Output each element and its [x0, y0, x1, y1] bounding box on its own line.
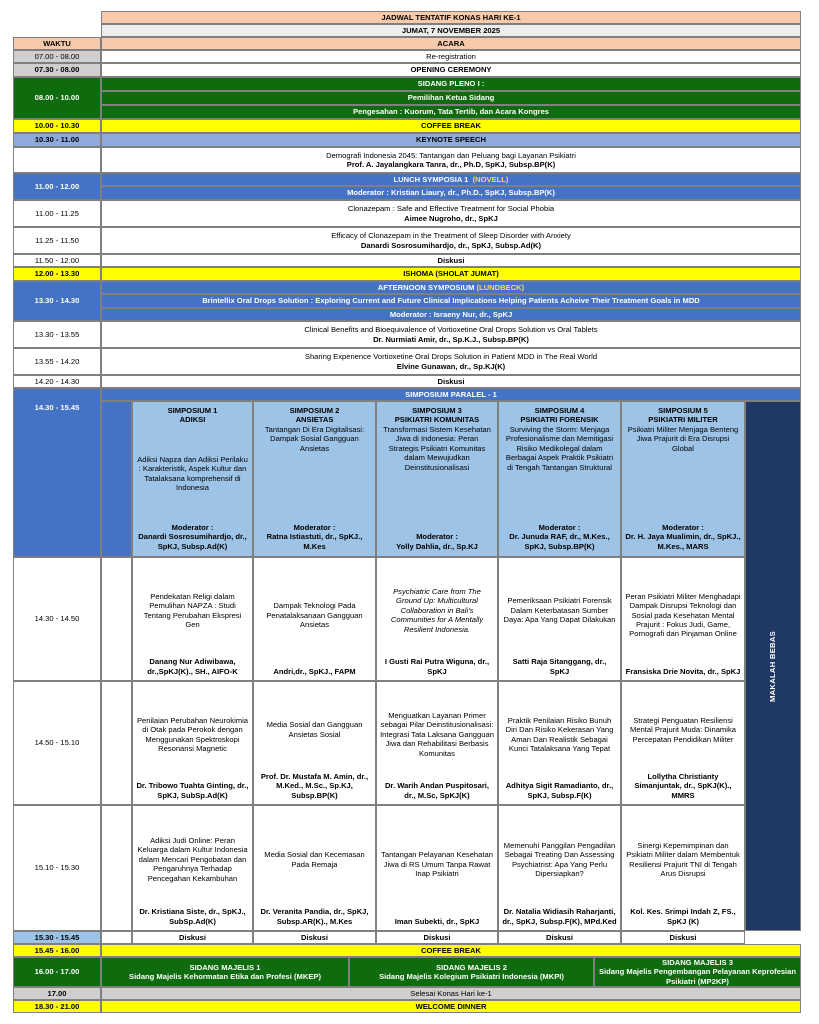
- keynote-talk-title: Demografi Indonesia 2045: Tantangan dan Peluang bagi Layanan Psikiatri: [326, 150, 576, 160]
- talk-speaker: Dr. Warih Andan Puspitosari, dr., M.Sc, SpKJ(K): [384, 781, 490, 800]
- event-pleno-item-1: Pemilihan Ketua Sidang: [101, 91, 801, 105]
- discussion-symposium-4: Diskusi: [498, 931, 621, 944]
- symposium-5-topic: Psikiatri Militer Menjaga Benteng Jiwa Prajurit di Era Disrupsi Global: [627, 424, 739, 453]
- talk-slot-1-symposium-5: [621, 557, 745, 681]
- event-ishoma: ISHOMA (SHOLAT JUMAT): [101, 267, 801, 281]
- symposium-1-moderator-label: Moderator :: [171, 522, 214, 532]
- symposium-1-name: ADIKSI: [179, 415, 206, 425]
- schedule-date: JUMAT, 7 NOVEMBER 2025: [101, 24, 801, 37]
- symposium-2-card: [253, 401, 376, 557]
- talk-title: Pendekatan Religi dalam Pemulihan NAPZA : Studi Tentang Perubahan Ekspresi Gen: [143, 591, 242, 629]
- symposium-3-moderator-label: Moderator :: [416, 532, 458, 542]
- keynote-speaker: Prof. A. Jayalangkara Tanra, dr., Ph.D, SpKJ, Subsp.BP(K): [346, 160, 556, 169]
- lunch-talk-2-speaker: Danardi Sosrosumihardjo, dr., SpKJ, Subsp.Ad(K): [360, 240, 542, 250]
- afternoon-symposium-moderator: Moderator : Israeny Nur, dr., SpKJ: [101, 308, 801, 321]
- event-pleno-title: SIDANG PLENO I :: [101, 77, 801, 91]
- talk-slot-3-symposium-5: [621, 805, 745, 931]
- afternoon-symposium-subtitle: Brintellix Oral Drops Solution : Exploring Current and Future Clinical Implications Helping Patients Acheive Their Treatment Goals in MDD: [101, 294, 801, 308]
- talk-title: Adiksi Judi Online: Peran Keluarga dalam Kultur Indonesia dalam Mencari Pengobatan dan Pengaruhnya Terhadap Pencegahan Kekambuhan: [137, 835, 248, 883]
- time-parallel-slot-1: 14.30 - 14.50: [13, 557, 101, 681]
- talk-slot-1-symposium-3: [376, 557, 498, 681]
- afternoon-talk-2-title: Sharing Experience Vortioxetine Oral Drops Solution in Patient MDD in The Real World: [304, 352, 598, 362]
- talk-title: Media Sosial dan Gangguan Ansietas Sosial: [266, 720, 363, 739]
- time-parallel-discussion: 15.30 - 15.45: [13, 931, 101, 944]
- time-afternoon-symposium: 13.30 - 14.30: [13, 281, 101, 321]
- time-pleno: 08.00 - 10.00: [13, 77, 101, 119]
- talk-slot-3-symposium-3: [376, 805, 498, 931]
- lunch-symposia-moderator: Moderator : Kristian Liaury, dr., Ph.D., SpKJ, Subsp.BP(K): [101, 186, 801, 200]
- keynote-talk: [101, 147, 801, 173]
- time-ishoma: 12.00 - 13.30: [13, 267, 101, 281]
- sidang-majelis-2-title: SIDANG MAJELIS 2: [436, 962, 507, 972]
- parallel-symposium-title: SIMPOSIUM PARALEL - 1: [101, 388, 801, 401]
- time-lunch-symposia: 11.00 - 12.00: [13, 173, 101, 200]
- talk-speaker: Lollytha Christianty Simanjuntak, dr., SpKJ(K)., MMRS: [634, 771, 732, 800]
- talk-title: Psychiatric Care from The Ground Up: Multicultural Collaboration in Bali's Communities for A Mentally Resilient Indonesia.: [390, 586, 484, 634]
- sidang-majelis-3-name: Sidang Majelis Pengembangan Pelayanan Keprofesian Psikiatri (MP2KP): [598, 967, 797, 986]
- talk-slot-2-symposium-2: [253, 681, 376, 805]
- symposium-5-moderator: Dr. H. Jaya Mualimin, dr., SpKJ., M.Kes., MARS: [625, 532, 741, 551]
- talk-speaker: Dr. Tribowo Tuahta Ginting, dr., SpKJ, SubSp.Ad(K): [136, 781, 249, 800]
- talk-title: Menguatkan Layanan Primer sebagai Pilar Deinstitusionalisasi: Integrasi Tata Laksana Gangguan Jiwa dan Rehabilitasi Berbasis Komunitas: [380, 710, 494, 758]
- symposium-4-moderator-label: Moderator :: [538, 522, 581, 532]
- talk-slot-2-symposium-3: [376, 681, 498, 805]
- time-coffee-break-1: 10.00 - 10.30: [13, 119, 101, 133]
- time-lunch-talk-1: 11.00 - 11.25: [13, 200, 101, 227]
- event-coffee-break-1: COFFEE BREAK: [101, 119, 801, 133]
- sidang-majelis-1-title: SIDANG MAJELIS 1: [189, 962, 261, 972]
- sidang-majelis-2: [349, 957, 594, 987]
- schedule-title: JADWAL TENTATIF KONAS HARI KE-1: [101, 11, 801, 24]
- lunch-symposia-sponsor: (NOVELL): [472, 174, 509, 184]
- talk-title: Peran Psikiatri Militer Menghadapi Dampak Disrupsi Teknologi dan Sosial pada Kesehatan Mental Prajurit : Fokus Judi, Game, Pornografi dan Pinjaman Online: [625, 591, 741, 639]
- talk-speaker: Dr. Kristiana Siste, dr., SpKJ., SubSp.Ad(K): [139, 907, 246, 926]
- talk-speaker: Dr. Veranita Pandia, dr., SpKJ, Subsp.AR(K)., M.Kes: [260, 907, 369, 926]
- talk-slot-2-symposium-5: [621, 681, 745, 805]
- symposium-5-name: PSIKIATRI MILITER: [648, 415, 718, 425]
- symposium-4-name: PSIKIATRI FORENSIK: [520, 415, 599, 425]
- parallel-slot-gutter: [101, 681, 132, 805]
- sidang-majelis-1-name: Sidang Majelis Kehormatan Etika dan Profesi (MKEP): [129, 972, 321, 981]
- talk-title: Dampak Teknologi Pada Penatalaksanaan Gangguan Ansietas: [266, 601, 363, 629]
- time-afternoon-discussion: 14.20 - 14.30: [13, 375, 101, 388]
- talk-speaker: I Gusti Rai Putra Wiguna, dr., SpKJ: [384, 657, 490, 676]
- time-keynote: 10.30 - 11.00: [13, 133, 101, 147]
- sidang-majelis-1: [101, 957, 349, 987]
- talk-title: Pemeriksaan Psikiatri Forensik Dalam Keterbatasan Sumber Daya: Apa Yang Dapat Dilakukan: [503, 596, 616, 625]
- makalah-bebas-panel: [745, 401, 801, 931]
- talk-title: Tantangan Pelayanan Kesehatan Jiwa di RS Umum Tanpa Rawat Inap Psikiatri: [381, 850, 493, 878]
- event-opening-ceremony: OPENING CEREMONY: [101, 63, 801, 77]
- symposium-1-heading: SIMPOSIUM 1: [167, 406, 218, 415]
- event-welcome-dinner: WELCOME DINNER: [101, 1000, 801, 1013]
- talk-title: Penilaian Perubahan Neurokimia di Otak pada Perokok dengan Menggunakan Spektroskopi Resonansi Magnetic: [136, 715, 249, 753]
- talk-title: Praktik Penilaian Risiko Bunuh Diri Dan Risiko Kekerasan Yang Aman Dan Realistik Sebagai Kunci Tatalaksana Yang Tepat: [505, 715, 614, 753]
- lunch-discussion: Diskusi: [101, 254, 801, 267]
- symposium-1-topic: Adiksi Napza dan Adiksi Perilaku : Karakteristik, Aspek Kultur dan Tatalaksana komprehensif di Indonesia: [137, 454, 248, 493]
- discussion-symposium-3: Diskusi: [376, 931, 498, 944]
- symposium-3-heading: SIMPOSIUM 3: [412, 406, 462, 415]
- talk-speaker: Fransiska Drie Novita, dr., SpKJ: [625, 666, 741, 676]
- symposium-2-topic: Tantangan Di Era Digitalisasi: Dampak Sosial Gangguan Ansietas: [264, 424, 365, 453]
- talk-slot-1-symposium-1: [132, 557, 253, 681]
- talk-slot-2-symposium-4: [498, 681, 621, 805]
- time-keynote-talk-empty: [13, 147, 101, 173]
- time-afternoon-talk-2: 13.55 - 14.20: [13, 348, 101, 375]
- symposium-5-moderator-label: Moderator :: [662, 522, 704, 532]
- talk-speaker: Adhitya Sigit Ramadianto, dr., SpKJ, Subsp.F(K): [505, 781, 614, 800]
- sidang-majelis-3: [594, 957, 801, 987]
- time-welcome-dinner: 18.30 - 21.00: [13, 1000, 101, 1013]
- symposium-2-moderator: Ratna Istiastuti, dr., SpKJ., M.Kes: [266, 532, 363, 551]
- symposium-4-moderator: Dr. Junuda RAF, dr., M.Kes., SpKJ, Subsp.BP(K): [509, 532, 610, 551]
- lunch-talk-2: [101, 227, 801, 254]
- talk-speaker: Dr. Natalia Widiasih Raharjanti, dr., SpKJ, Subsp.F(K), MPd.Ked: [502, 907, 617, 926]
- talk-speaker: Iman Subekti, dr., SpKJ: [394, 916, 480, 926]
- time-afternoon-talk-1: 13.30 - 13.55: [13, 321, 101, 348]
- schedule-sheet: [13, 11, 801, 1013]
- lunch-talk-1: [101, 200, 801, 227]
- talk-slot-2-symposium-1: [132, 681, 253, 805]
- talk-speaker: Andri,dr., SpKJ., FAPM: [273, 666, 356, 676]
- talk-slot-3-symposium-4: [498, 805, 621, 931]
- symposium-3-name: PSIKIATRI KOMUNITAS: [394, 415, 480, 425]
- discussion-symposium-1: Diskusi: [132, 931, 253, 944]
- talk-title: Memenuhi Panggilan Pengadilan Sebagai Treating Dan Assessing Psychiatrist: Apa Yang Perlu Dipersiapkan?: [503, 840, 616, 878]
- lunch-symposia-heading: LUNCH SYMPOSIA 1 (NOVELL): [393, 174, 509, 184]
- parallel-slot-gutter: [101, 557, 132, 681]
- lunch-talk-1-speaker: Aimee Nugroho, dr., SpKJ: [404, 213, 498, 223]
- time-parallel-slot-3: 15.10 - 15.30: [13, 805, 101, 931]
- event-pleno-item-2: Pengesahan : Kuorum, Tata Tertib, dan Acara Kongres: [101, 105, 801, 119]
- talk-title: Sinergi Kepemimpinan dan Psikiatri Militer dalam Membentuk Resiliensi Prajurit TNI di Tengah Arus Disrupsi: [626, 840, 740, 878]
- talk-slot-3-symposium-1: [132, 805, 253, 931]
- symposium-3-moderator: Yolly Dahlia, dr., Sp.KJ: [396, 541, 478, 551]
- afternoon-talk-1-speaker: Dr. Nurmiati Amir, dr., Sp.K.J., Subsp.BP(K): [373, 334, 529, 344]
- talk-speaker: Danang Nur Adiwibawa, dr.,SpKJ(K)., SH., AIFO-K: [147, 657, 238, 676]
- event-coffee-break-2: COFFEE BREAK: [101, 944, 801, 957]
- afternoon-talk-2: [101, 348, 801, 375]
- parallel-gutter: [101, 401, 132, 557]
- symposium-4-card: [498, 401, 621, 557]
- talk-title: Media Sosial dan Kecemasan Pada Remaja: [264, 850, 365, 869]
- parallel-slot-gutter: [101, 805, 132, 931]
- talk-speaker: Prof. Dr. Mustafa M. Amin, dr., M.Ked., M.Sc., Sp.KJ, Subsp.BP(K): [260, 771, 369, 800]
- symposium-2-name: ANSIETAS: [295, 415, 334, 425]
- discussion-symposium-5: Diskusi: [621, 931, 745, 944]
- symposium-1-card: [132, 401, 253, 557]
- makalah-bebas-label: MAKALAH BEBAS: [768, 630, 778, 702]
- sidang-majelis-2-name: Sidang Majelis Kolegium Psikiatri Indonesia (MKPI): [379, 972, 564, 981]
- afternoon-symposium-title: [101, 281, 801, 294]
- afternoon-talk-1: [101, 321, 801, 348]
- parallel-discussion-gutter: [101, 931, 132, 944]
- talk-slot-3-symposium-2: [253, 805, 376, 931]
- talk-slot-1-symposium-4: [498, 557, 621, 681]
- time-registration: 07.00 - 08.00: [13, 50, 101, 63]
- symposium-2-heading: SIMPOSIUM 2: [289, 406, 340, 415]
- event-keynote-title: KEYNOTE SPEECH: [101, 133, 801, 147]
- event-registration: Re-registration: [101, 50, 801, 63]
- symposium-1-moderator: Danardi Sosrosumihardjo, dr., SpKJ, Subsp.Ad(K): [138, 532, 247, 551]
- time-opening: 07.30 - 08.00: [13, 63, 101, 77]
- column-header-time: WAKTU: [13, 37, 101, 50]
- talk-speaker: Kol. Kes. Srimpi Indah Z, FS., SpKJ (K): [630, 907, 736, 926]
- time-lunch-talk-2: 11.25 - 11.50: [13, 227, 101, 254]
- time-closing: 17.00: [13, 987, 101, 1000]
- discussion-symposium-2: Diskusi: [253, 931, 376, 944]
- afternoon-talk-1-title: Clinical Benefits and Bioequivalence of Vortioxetine Oral Drops Solution vs Oral Tablets: [304, 325, 598, 335]
- lunch-talk-1-title: Clonazepam : Safe and Effective Treatment for Social Phobia: [347, 204, 555, 214]
- time-lunch-discussion: 11.50 - 12.00: [13, 254, 101, 267]
- time-parallel-slot-2: 14.50 - 15.10: [13, 681, 101, 805]
- time-sidang-majelis: 16.00 - 17.00: [13, 957, 101, 987]
- sidang-majelis-3-title: SIDANG MAJELIS 3: [662, 957, 733, 967]
- column-header-event: ACARA: [101, 37, 801, 50]
- symposium-5-heading: SIMPOSIUM 5: [658, 406, 708, 415]
- afternoon-symposium-sponsor: (LUNDBECK): [476, 282, 525, 292]
- time-parallel-symposium: 14.30 - 15.45: [13, 388, 101, 557]
- lunch-talk-2-title: Efficacy of Clonazepam in the Treatment of Sleep Disorder with Anxiety: [331, 231, 571, 241]
- afternoon-discussion: Diskusi: [101, 375, 801, 388]
- symposium-3-topic: Transformasi Sistem Kesehatan Jiwa di Indonesia: Peran Strategis Psikiatri Komunitas dalam Mewujudkan Deinstitusionalisasi: [383, 424, 491, 472]
- time-coffee-break-2: 15.45 - 16.00: [13, 944, 101, 957]
- symposium-3-card: [376, 401, 498, 557]
- symposium-2-moderator-label: Moderator :: [293, 522, 336, 532]
- afternoon-symposium-heading: AFTERNOON SYMPOSIUM (LUNDBECK): [377, 282, 525, 292]
- event-closing: Selesai Konas Hari ke-1: [101, 987, 801, 1000]
- lunch-symposia-title: [101, 173, 801, 186]
- symposium-5-card: [621, 401, 745, 557]
- afternoon-talk-2-speaker: Elvine Gunawan, dr., Sp.KJ(K): [396, 361, 506, 371]
- talk-title: Strategi Penguatan Resiliensi Mental Prajurit Muda: Dinamika Percepatan Pendidikan Militer: [630, 715, 736, 744]
- talk-speaker: Satti Raja Sitanggang, dr., SpKJ: [512, 657, 607, 676]
- talk-slot-1-symposium-2: [253, 557, 376, 681]
- symposium-4-heading: SIMPOSIUM 4: [534, 406, 585, 415]
- symposium-4-topic: Surviving the Storm: Menjaga Profesionalisme dan Memitigasi Risiko Medikolegal dalam Berbagai Aspek Praktik Psikiatri di Tengah Tantangan Struktural: [505, 424, 614, 472]
